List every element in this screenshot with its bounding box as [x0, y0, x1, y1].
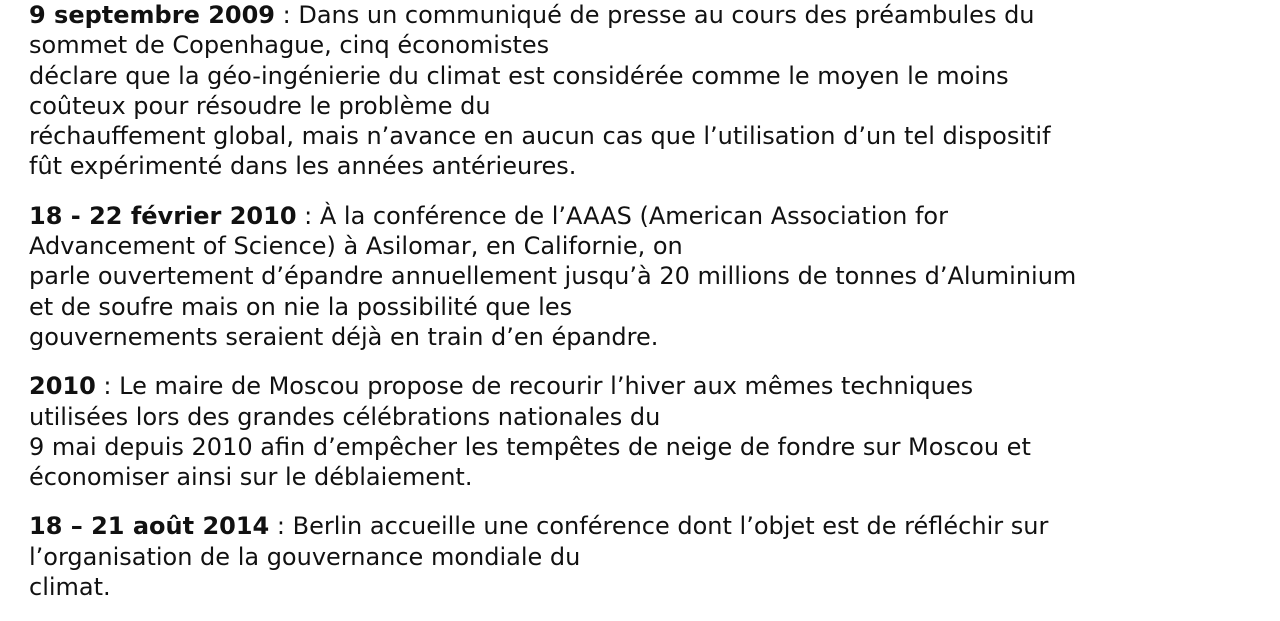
entry-line [29, 0, 1269, 30]
entry-line: et de soufre mais on nie la possibilité que les [29, 292, 573, 321]
entry-line: déclare que la géo-ingénierie du climat est considérée comme le moyen le moins [29, 61, 1009, 90]
entry-line [29, 201, 1269, 231]
entry-line: parle ouvertement d’épandre annuellement jusqu’à 20 millions de tonnes d’Aluminium [29, 262, 1077, 291]
entry-line [29, 511, 1269, 541]
entry-date: 18 – 21 août 2014 [29, 512, 270, 541]
entry-line: coûteux pour résoudre le problème du [29, 91, 491, 120]
entry-line: 9 mai depuis 2010 afin d’empêcher les tempêtes de neige de fondre sur Moscou et [29, 432, 1031, 461]
entry-text: : À la conférence de l’AAAS (American Association for [296, 201, 948, 230]
timeline-entry [29, 0, 1269, 182]
entry-line: fût expérimenté dans les années antérieures. [29, 152, 577, 181]
entry-date: 2010 [29, 372, 96, 401]
timeline-entry [29, 511, 1269, 602]
timeline-document [29, 0, 1269, 621]
timeline-entry [29, 201, 1269, 352]
entry-date: 18 - 22 février 2010 [29, 201, 297, 230]
entry-line: sommet de Copenhague, cinq économistes [29, 31, 550, 60]
entry-line [29, 371, 1269, 401]
entry-line: gouvernements seraient déjà en train d’en épandre. [29, 322, 659, 351]
entry-line: climat. [29, 573, 111, 602]
entry-line: utilisées lors des grandes célébrations nationales du [29, 402, 661, 431]
timeline-entry [29, 371, 1269, 492]
entry-line: économiser ainsi sur le déblaiement. [29, 463, 473, 492]
entry-line: réchauffement global, mais n’avance en aucun cas que l’utilisation d’un tel dispositif [29, 122, 1051, 151]
entry-text: : Berlin accueille une conférence dont l’objet est de réfléchir sur [269, 512, 1049, 541]
entry-text: : Dans un communiqué de presse au cours des préambules du [275, 1, 1035, 29]
entry-line: Advancement of Science) à Asilomar, en Californie, on [29, 232, 683, 261]
entry-date: 9 septembre 2009 [29, 1, 275, 29]
entry-text: : Le maire de Moscou propose de recourir l’hiver aux mêmes techniques [95, 372, 974, 401]
entry-line: l’organisation de la gouvernance mondiale du [29, 542, 581, 571]
